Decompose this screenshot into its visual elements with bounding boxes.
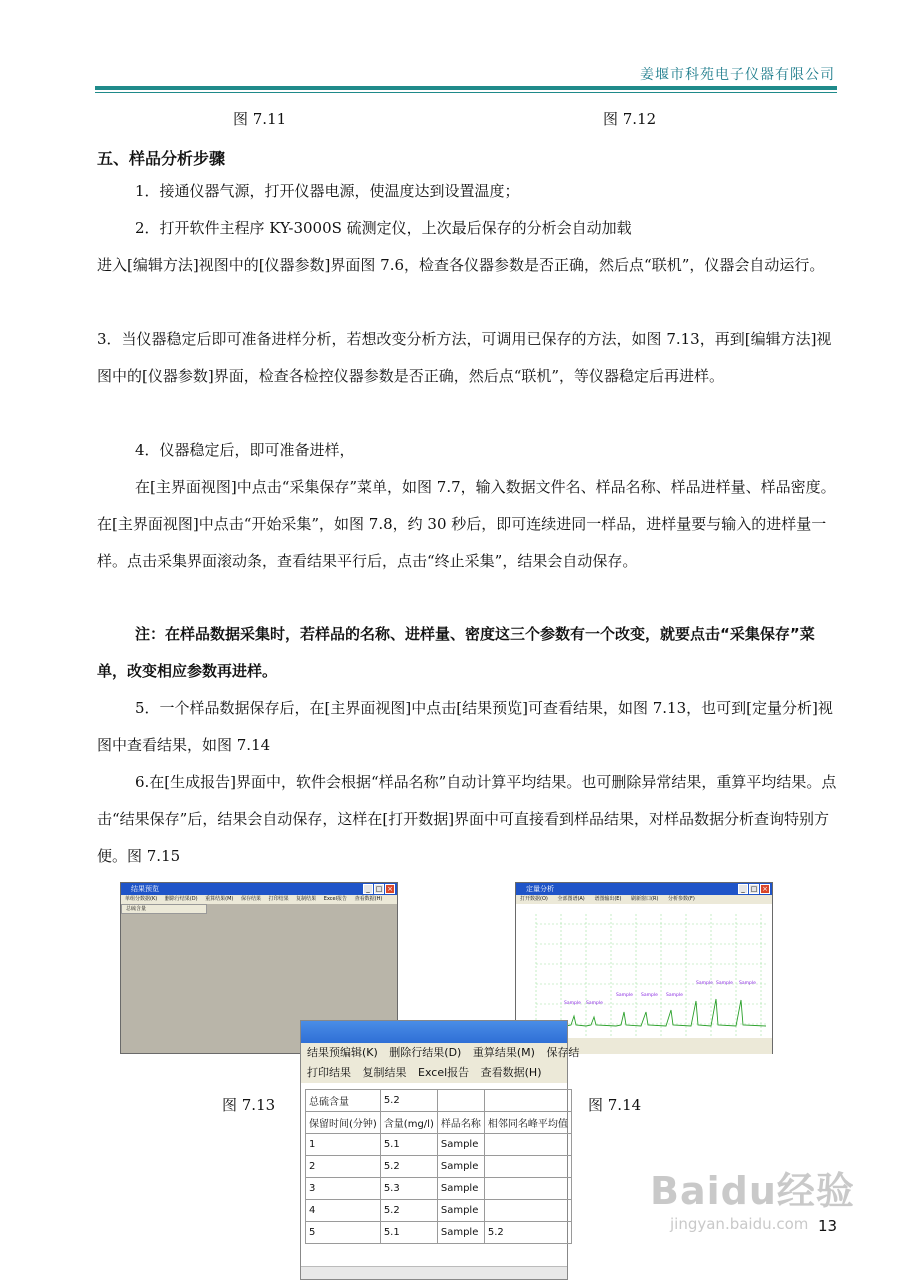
menu-item[interactable]: 单组分数据(K)	[125, 896, 158, 902]
table-cell: 5.2	[380, 1200, 437, 1222]
table-row[interactable]	[306, 1156, 572, 1178]
svg-text:Sample: Sample	[641, 993, 658, 998]
step-1: 1．接通仪器气源，打开仪器电源，使温度达到设置温度；	[135, 182, 520, 200]
baidu-watermark	[640, 1140, 870, 1260]
menu-item[interactable]: 查看数据(H)	[480, 1066, 542, 1079]
step-4: 4．仪器稳定后，即可准备进样，	[135, 441, 355, 459]
column-header[interactable]: 样品名称	[437, 1112, 484, 1134]
menu-item[interactable]: 重算结果(M)	[205, 896, 234, 902]
table-cell	[484, 1156, 571, 1178]
menu-row	[301, 1063, 567, 1083]
table-row[interactable]	[306, 1178, 572, 1200]
header-rule-thin	[95, 92, 837, 93]
figure-caption-7-11: 图 7.11	[233, 110, 287, 128]
table-cell: 5.2	[380, 1156, 437, 1178]
table-row[interactable]	[306, 1222, 572, 1244]
company-header: 姜堰市科苑电子仪器有限公司	[640, 67, 835, 83]
column-header[interactable]: 含量(mg/l)	[380, 1112, 437, 1134]
table-cell	[437, 1090, 484, 1112]
figure-caption-7-12: 图 7.12	[603, 110, 657, 128]
watermark-url: jingyan.baidu.com	[670, 1215, 809, 1233]
menu-bar	[121, 895, 397, 904]
figure-caption-7-13: 图 7.13	[222, 1096, 276, 1114]
menu-item[interactable]: 打开数据(O)	[520, 896, 548, 902]
svg-text:Sample: Sample	[564, 1001, 581, 1006]
menu-item[interactable]: Excel报告	[323, 896, 348, 902]
svg-text:Sample: Sample	[696, 981, 713, 986]
table-cell: 1	[306, 1134, 381, 1156]
menu-item[interactable]: 全部图谱(A)	[557, 896, 585, 902]
maximize-icon[interactable]: □	[750, 885, 758, 893]
column-header[interactable]: 保留时间(分钟)	[306, 1112, 381, 1134]
menu-item[interactable]: Excel报告	[418, 1066, 470, 1079]
svg-text:Sample: Sample	[739, 981, 756, 986]
table-cell: 5.2	[380, 1090, 437, 1112]
svg-text:Sample: Sample	[586, 1001, 603, 1006]
table-header-row	[306, 1112, 572, 1134]
page-number: 13	[818, 1217, 838, 1235]
window-title: 定量分析	[526, 885, 554, 893]
watermark-logo: Baidu经验	[650, 1169, 855, 1213]
note-paragraph: 注：在样品数据采集时，若样品的名称、进样量、密度这三个参数有一个改变，就要点击“采集保存”菜单，改变相应参数再进样。	[97, 625, 815, 680]
result-table-window	[300, 1020, 580, 1280]
table-row	[306, 1090, 572, 1112]
menu-item[interactable]: 复制结果	[362, 1066, 407, 1079]
menu-bar	[516, 895, 772, 904]
close-icon[interactable]: ×	[760, 884, 770, 894]
menu-item[interactable]: 打印结果	[307, 1066, 351, 1079]
table-cell: 2	[306, 1156, 381, 1178]
maximize-icon[interactable]: □	[375, 885, 383, 893]
table-row[interactable]	[306, 1134, 572, 1156]
table-cell: Sample	[437, 1200, 484, 1222]
table-cell: 3	[306, 1178, 381, 1200]
results-table	[305, 1089, 572, 1244]
menu-item[interactable]: 重算结果(M)	[472, 1046, 535, 1059]
table-cell: Sample	[437, 1222, 484, 1244]
step-5: 5．一个样品数据保存后，在[主界面视图]中点击[结果预览]可查看结果，如图 7.13，也可到[定量分析]视图中查看结果，如图 7.14	[97, 699, 833, 754]
menu-item[interactable]: 复制结果	[296, 896, 317, 902]
table-row[interactable]	[306, 1200, 572, 1222]
table-cell: 5.1	[380, 1222, 437, 1244]
total-sulfur-label: 总硫含量	[121, 904, 207, 914]
table-cell: Sample	[437, 1156, 484, 1178]
menu-item[interactable]: 打印结果	[268, 896, 289, 902]
window-titlebar	[516, 883, 772, 895]
table-cell	[484, 1178, 571, 1200]
menu-item[interactable]: 谱图输出(E)	[594, 896, 622, 902]
minimize-icon[interactable]: _	[738, 884, 748, 894]
table-cell: 5	[306, 1222, 381, 1244]
step-2-cont: 进入[编辑方法]视图中的[仪器参数]界面图 7.6，检查各仪器参数是否正确，然后点“联机”，仪器会自动运行。	[97, 256, 825, 274]
window-title: 结果预览	[131, 885, 159, 893]
header-rule	[95, 86, 837, 90]
window-titlebar	[121, 883, 397, 895]
menu-item[interactable]: 结果预编辑(K)	[307, 1046, 378, 1059]
menu-item[interactable]: 删除行结果(D)	[389, 1046, 462, 1059]
svg-text:Sample: Sample	[616, 993, 633, 998]
svg-text:Sample: Sample	[666, 993, 683, 998]
minimize-icon[interactable]: _	[363, 884, 373, 894]
horizontal-scrollbar[interactable]	[301, 1266, 567, 1279]
step-6: 6.在[生成报告]界面中，软件会根据“样品名称”自动计算平均结果。也可删除异常结果，重算平均结果。点击“结果保存”后，结果会自动保存，这样在[打开数据]界面中可直接看到样品结果，对样品数据分析查询特别方便。图 7.15	[97, 773, 837, 865]
table-cell: Sample	[437, 1134, 484, 1156]
close-icon[interactable]: ×	[385, 884, 395, 894]
table-cell: 5.1	[380, 1134, 437, 1156]
menu-item[interactable]: 删除行结果(D)	[164, 896, 198, 902]
window-titlebar	[301, 1021, 567, 1043]
table-cell: Sample	[437, 1178, 484, 1200]
table-cell: 5.3	[380, 1178, 437, 1200]
step-3: 3．当仪器稳定后即可准备进样分析，若想改变分析方法，可调用已保存的方法，如图 7.13，再到[编辑方法]视图中的[仪器参数]界面，检查各检控仪器参数是否正确，然后点“联机”，等仪器稳定后再进样。	[97, 330, 832, 385]
column-header[interactable]: 相邻同名峰平均值	[484, 1112, 571, 1134]
step-4-detail: 在[主界面视图]中点击“采集保存”菜单，如图 7.7，输入数据文件名、样品名称、样品进样量、样品密度。在[主界面视图]中点击“开始采集”，如图 7.8，约 30 秒后，即可连续进同一样品，进样量要与输入的进样量一样。点击采集界面滚动条，查看结果平行后，点击“终止采集”，结果会自动保存。	[97, 478, 836, 570]
menu-item[interactable]: 分析参数(F)	[668, 896, 695, 902]
table-cell: 4	[306, 1200, 381, 1222]
table-cell: 5.2	[484, 1222, 571, 1244]
table-cell	[484, 1134, 571, 1156]
menu-item[interactable]: 保存结果	[240, 896, 261, 902]
menu-row	[301, 1043, 580, 1063]
svg-text:Sample: Sample	[716, 981, 733, 986]
menu-item[interactable]: 保存结	[546, 1046, 580, 1059]
section-heading: 五、样品分析步骤	[97, 149, 226, 168]
menu-item[interactable]: 刷新窗口(R)	[631, 896, 659, 902]
table-cell	[484, 1200, 571, 1222]
menu-item[interactable]: 查看数据(H)	[354, 896, 383, 902]
step-2-line1: 2．打开软件主程序 KY-3000S 硫测定仪，上次最后保存的分析会自动加载	[135, 219, 632, 237]
table-cell: 总硫含量	[306, 1090, 381, 1112]
figure-caption-7-14: 图 7.14	[588, 1096, 642, 1114]
table-cell	[484, 1090, 571, 1112]
